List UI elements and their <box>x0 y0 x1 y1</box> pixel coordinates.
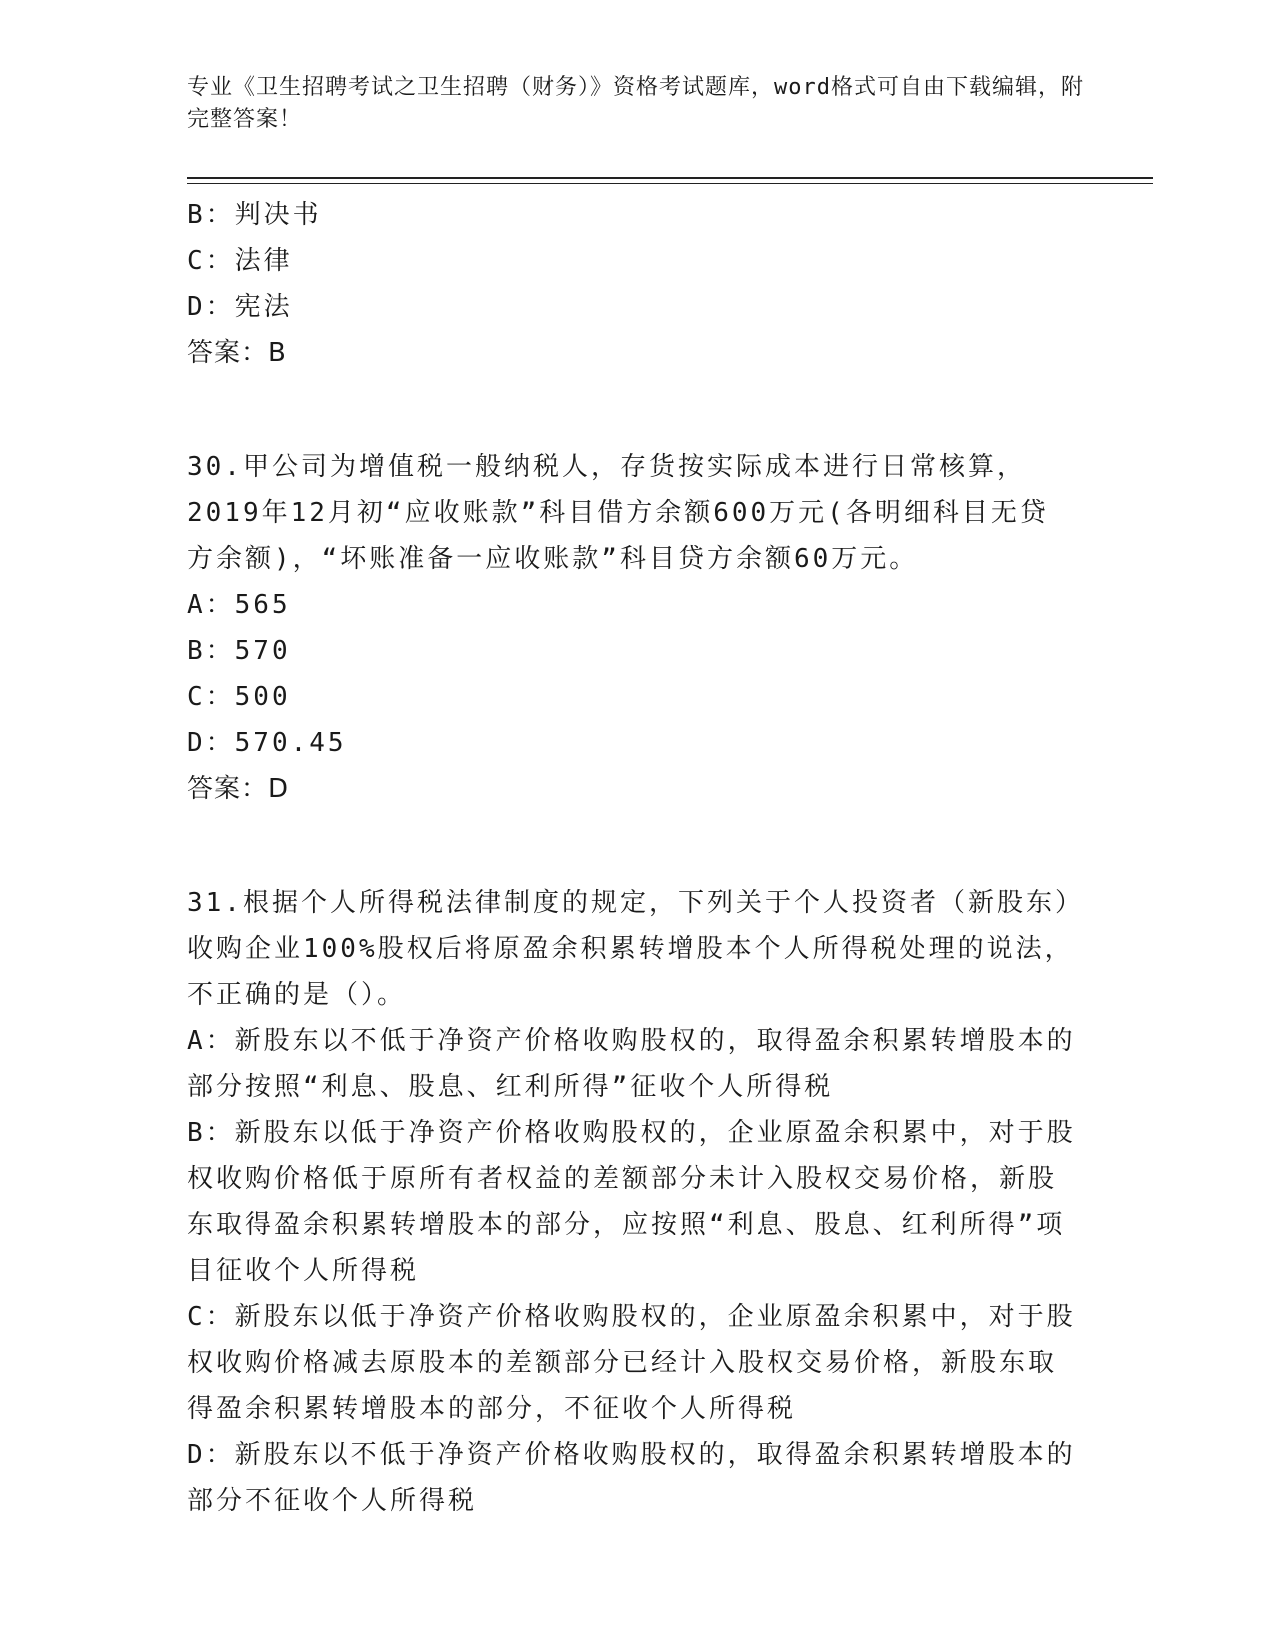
question-30-stem: 30.甲公司为增值税一般纳税人，存货按实际成本进行日常核算，2019年12月初“应收账款”科目借方余额600万元(各明细科目无贷方余额)，“坏账准备一应收账款”科目贷方余额60万元。 <box>187 452 1049 574</box>
option-c: C：法律 <box>187 246 293 276</box>
option-d: D：宪法 <box>187 292 293 322</box>
option-b: B：新股东以低于净资产价格收购股权的，企业原盈余积累中，对于股权收购价格低于原所有者权益的差额部分未计入股权交易价格，新股东取得盈余积累转增股本的部分，应按照“利息、股息、红利所得”项目征收个人所得税 <box>187 1118 1076 1286</box>
option-a: A：新股东以不低于净资产价格收购股权的，取得盈余积累转增股本的部分按照“利息、股息、红利所得”征收个人所得税 <box>187 1026 1076 1102</box>
option-d: D：新股东以不低于净资产价格收购股权的，取得盈余积累转增股本的部分不征收个人所得税 <box>187 1440 1076 1516</box>
answer-29: 答案：B <box>187 338 287 368</box>
answer-30: 答案：D <box>187 774 290 804</box>
option-b: B：570 <box>187 636 291 666</box>
option-a: A：565 <box>187 590 291 620</box>
spacer <box>187 812 1077 880</box>
question-30-options <box>187 582 1077 766</box>
spacer <box>187 376 1077 444</box>
document-header: 专业《卫生招聘考试之卫生招聘（财务）》资格考试题库，word格式可自由下载编辑，附完整答案！ <box>187 75 1084 132</box>
document-body <box>187 192 1077 1524</box>
question-31-stem: 31.根据个人所得税法律制度的规定，下列关于个人投资者（新股东）收购企业100%股权后将原盈余积累转增股本个人所得税处理的说法，不正确的是（）。 <box>187 888 1074 1010</box>
header-rule-thin <box>187 183 1153 184</box>
option-c: C：500 <box>187 682 291 712</box>
option-c: C：新股东以低于净资产价格收购股权的，企业原盈余积累中，对于股权收购价格减去原股本的差额部分已经计入股权交易价格，新股东取得盈余积累转增股本的部分，不征收个人所得税 <box>187 1302 1076 1424</box>
question-31-options <box>187 1018 1077 1524</box>
option-b: B：判决书 <box>187 200 322 230</box>
question-29-options <box>187 192 1077 330</box>
header-rule-thick <box>187 177 1153 179</box>
option-d: D：570.45 <box>187 728 347 758</box>
